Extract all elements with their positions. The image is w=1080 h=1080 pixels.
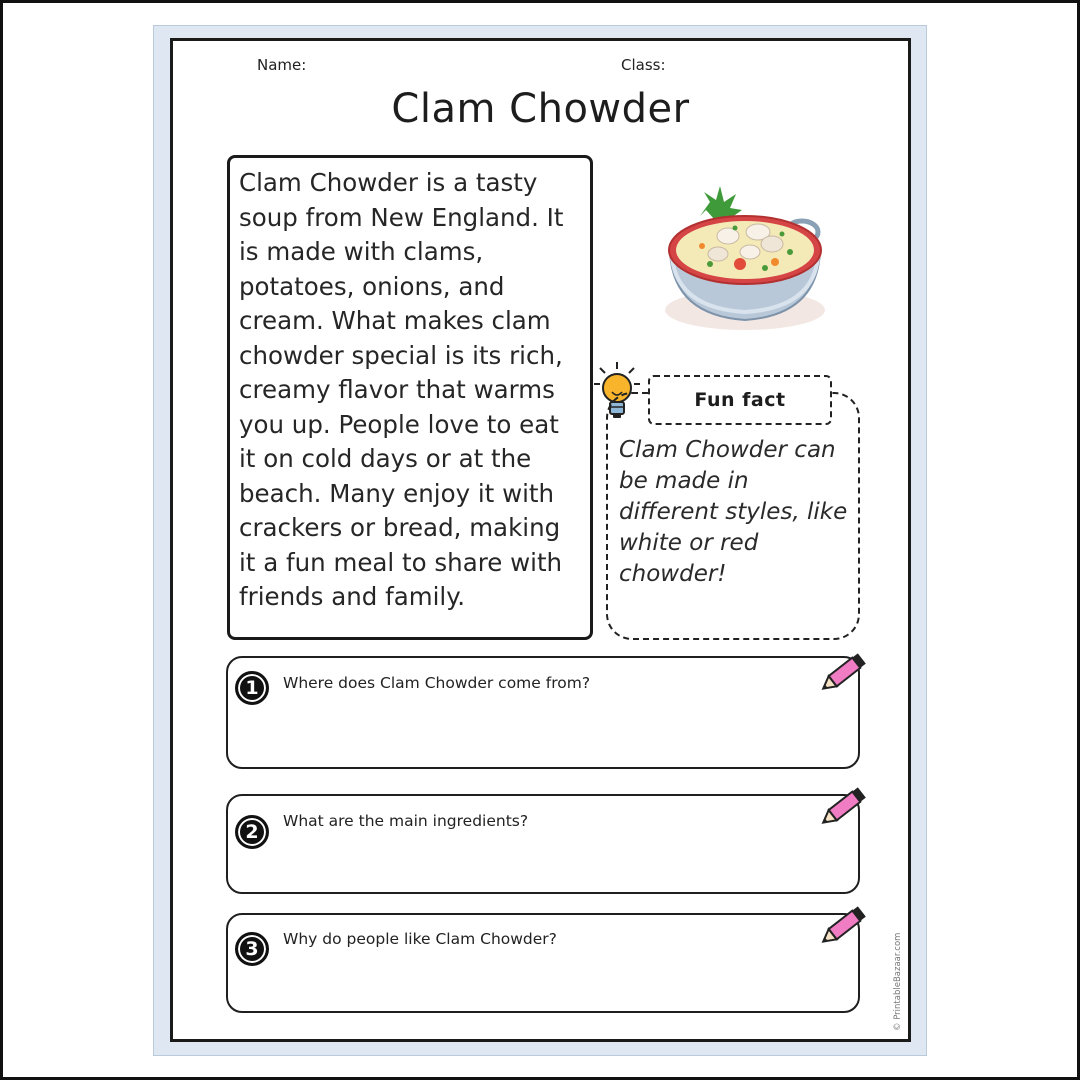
- pencil-icon: [818, 903, 870, 949]
- name-label: Name:: [257, 56, 307, 74]
- clam-chowder-bowl-icon: [660, 180, 830, 335]
- question-number-2: 2: [235, 815, 269, 849]
- class-label: Class:: [621, 56, 666, 74]
- question-number-3: 3: [235, 932, 269, 966]
- pencil-icon: [818, 784, 870, 830]
- answer-box-2[interactable]: [226, 794, 860, 894]
- answer-box-3[interactable]: [226, 913, 860, 1013]
- question-text-1: Where does Clam Chowder come from?: [283, 674, 591, 692]
- reading-passage: Clam Chowder is a tasty soup from New England. It is made with clams, potatoes, onions, and cream. What makes clam chowder special is its rich, creamy flavor that warms you up. People love to eat it on cold days or at the beach. Many enjoy it with crackers or bread, making it a fun meal to share with friends and family.: [239, 168, 564, 611]
- fun-fact-heading: Fun fact: [648, 375, 832, 425]
- question-number-1: 1: [235, 671, 269, 705]
- page-title: Clam Chowder: [391, 86, 690, 132]
- watermark-text: © PrintableBazaar.com: [893, 932, 903, 1031]
- pencil-icon: [818, 650, 870, 696]
- question-text-2: What are the main ingredients?: [283, 812, 529, 830]
- answer-box-1[interactable]: [226, 656, 860, 769]
- reading-passage-box: [227, 155, 593, 640]
- fun-fact-text: Clam Chowder can be made in different styles, like white or red chowder!: [619, 437, 848, 587]
- question-text-3: Why do people like Clam Chowder?: [283, 930, 557, 948]
